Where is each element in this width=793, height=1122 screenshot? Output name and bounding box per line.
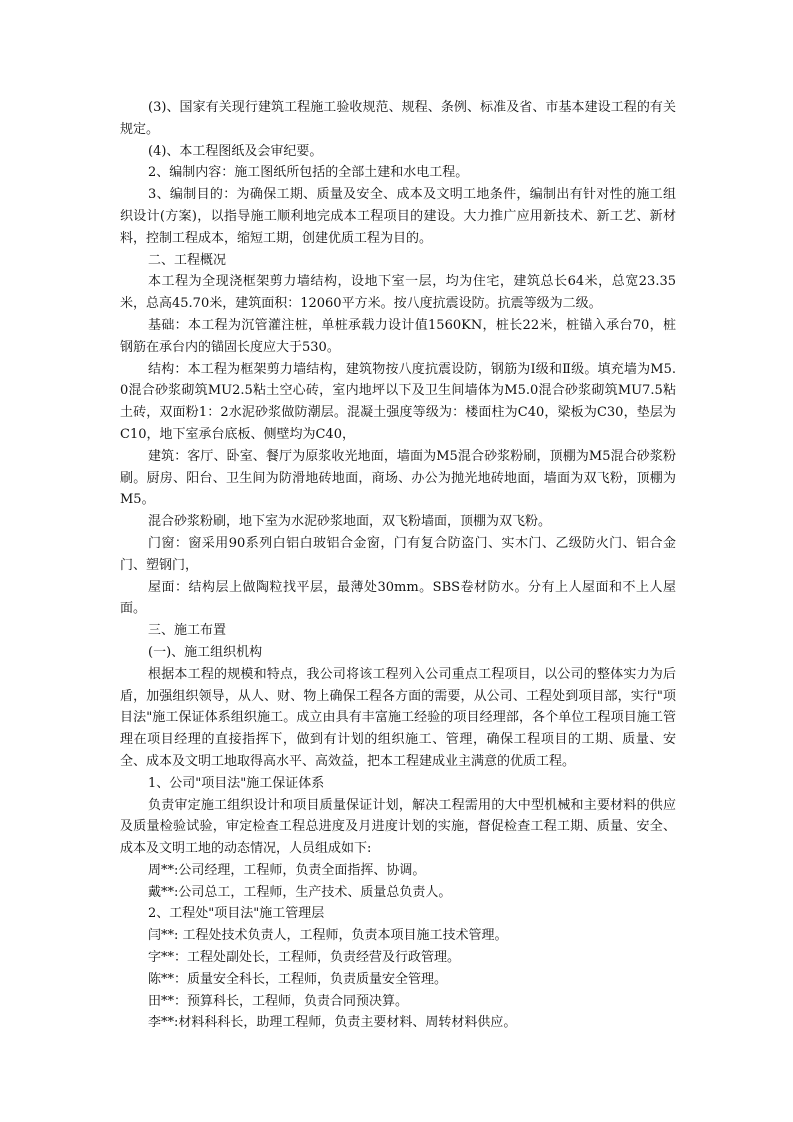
paragraph: 混合砂浆粉刷，地下室为水泥砂浆地面，双飞粉墙面，顶棚为双飞粉。 xyxy=(148,514,552,530)
paragraph: 根据本工程的规模和特点，我公司将该工程列入公司重点工程项目，以公司的整体实力为后盾，加强组织领导，从人、财、物上确保工程各方面的需要，从公司、工程处到项目部，实行"项目法"施工保证体系组织施工。成立由具有丰富施工经验的项目经理部，各个单位工程项目施工管理在项目经理的直接指挥下，做到有计划的组织施工、管理，确保工程项目的工期、质量、安全、成本及文明工地取得高水平、高效益，把本工程建成业主满意的优质工程。 xyxy=(120,666,676,769)
paragraph: 建筑：客厅、卧室、餐厅为原浆收光地面，墙面为M5混合砂浆粉刷，顶棚为M5混合砂浆粉刷。厨房、阳台、卫生间为防滑地砖地面，商场、办公为抛光地砖地面，墙面为双飞粉，顶棚为M5。 xyxy=(120,448,676,508)
subsection-heading: (一)、施工组织机构 xyxy=(148,644,263,660)
personnel-entry: 李**:材料科科长，助理工程师，负责主要材料、周转材料供应。 xyxy=(148,1015,517,1031)
personnel-entry: 田**：预算科长，工程师，负责合同预决算。 xyxy=(148,993,409,1009)
paragraph: 本工程为全现浇框架剪力墙结构，设地下室一层，均为住宅，建筑总长64米，总宽23.35米，总高45.70米，建筑面积：12060平方米。按八度抗震设防。抗震等级为二级。 xyxy=(120,274,676,312)
paragraph: 门窗：窗采用90系列白铝白玻铝合金窗，门有复合防盗门、实木门、乙级防火门、铝合金门、塑钢门， xyxy=(120,535,676,573)
paragraph: 结构：本工程为框架剪力墙结构，建筑物按八度抗震设防，钢筋为Ⅰ级和Ⅱ级。填充墙为M5.0混合砂浆砌筑MU2.5粘土空心砖，室内地坪以下及卫生间墙体为M5.0混合砂浆砌筑MU7.5粘土砖，双面粉1：2水泥砂浆做防潮层。混凝土强度等级为：楼面柱为C40，梁板为C30，垫层为C10，地下室承台底板、侧壁均为C40， xyxy=(120,361,676,442)
personnel-entry: 闫**: 工程处技术负责人，工程师，负责本项目施工技术管理。 xyxy=(148,928,508,944)
section-heading: 二、工程概况 xyxy=(148,252,227,268)
subsection-heading: 2、工程处"项目法"施工管理层 xyxy=(148,906,325,922)
paragraph: 屋面：结构层上做陶粒找平层，最薄处30mm。SBS卷材防水。分有上人屋面和不上人屋面。 xyxy=(120,579,676,617)
document-page xyxy=(120,97,676,1034)
personnel-entry: 戴**:公司总工，工程师，生产技术、质量总负责人。 xyxy=(148,884,452,900)
paragraph: 负责审定施工组织设计和项目质量保证计划，解决工程需用的大中型机械和主要材料的供应及质量检验试验，审定检查工程总进度及月进度计划的实施，督促检查工程工期、质量、安全、成本及文明工地的动态情况，人员组成如下: xyxy=(120,797,676,857)
subsection-heading: 1、公司"项目法"施工保证体系 xyxy=(148,775,325,791)
paragraph: (4)、本工程图纸及会审纪要。 xyxy=(148,143,323,159)
paragraph: 基础：本工程为沉管灌注桩，单桩承载力设计值1560KN，桩长22米，桩锚入承台70，桩钢筋在承台内的锚固长度应大于530。 xyxy=(120,317,676,355)
personnel-entry: 陈**：质量安全科长，工程师，负责质量安全管理。 xyxy=(148,971,448,987)
paragraph: 2、编制内容：施工图纸所包括的全部土建和水电工程。 xyxy=(148,165,469,181)
paragraph: (3)、国家有关现行建筑工程施工验收规范、规程、条例、标准及省、市基本建设工程的有关规定。 xyxy=(120,100,676,137)
personnel-entry: 周**:公司经理，工程师，负责全面指挥、协调。 xyxy=(148,862,426,878)
section-heading: 三、施工布置 xyxy=(148,623,227,639)
personnel-entry: 字**：工程处副处长，工程师，负责经营及行政管理。 xyxy=(148,950,461,966)
paragraph: 3、编制目的：为确保工期、质量及安全、成本及文明工地条件，编制出有针对性的施工组织设计(方案)，以指导施工顺利地完成本工程项目的建设。大力推广应用新技术、新工艺、新材料，控制工程成本，缩短工期，创建优质工程为目的。 xyxy=(120,187,676,246)
